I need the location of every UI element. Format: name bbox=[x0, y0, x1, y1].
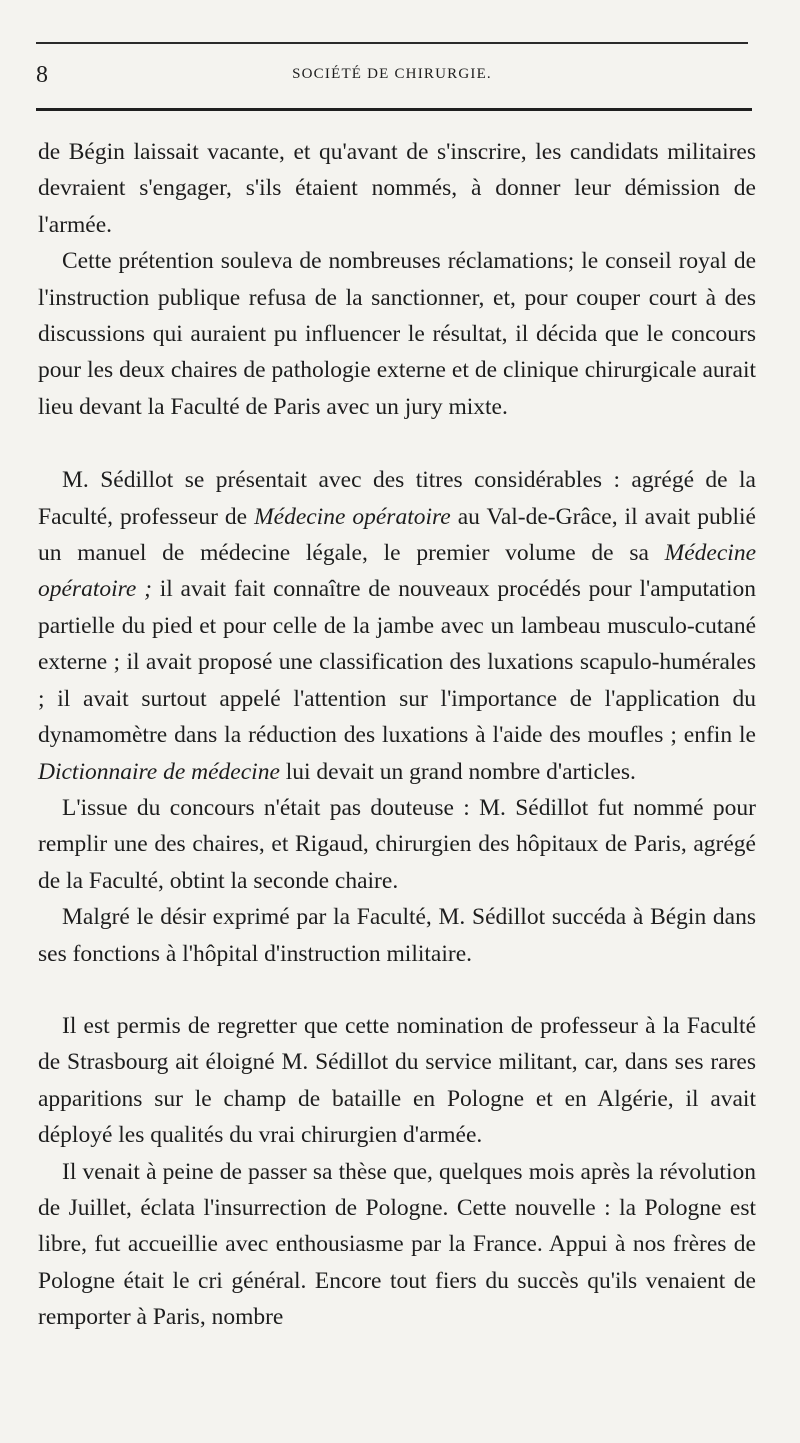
header-rule-bottom bbox=[36, 108, 752, 111]
italic-title: Médecine opératoire ; bbox=[38, 540, 756, 603]
paragraph-malgre: Malgré le désir exprimé par la Faculté, M. Sédillot succéda à Bégin dans ses fonctions à l'hôpital d'instruction militaire. bbox=[38, 904, 756, 967]
paragraph-text-run: au Val-de-Grâce, il avait publié un manuel de médecine légale, le premier volume de sa bbox=[38, 503, 756, 567]
paragraph-pologne: Il venait à peine de passer sa thèse que, quelques mois après la révolution de Juillet, éclata l'insurrection de Pologne. Cette nouvelle : la Pologne est libre, fut accueillie avec enthousiasme par la France. Appui à nos frères de Pologne était le cri général. Encore tout fiers du succès qu'ils venaient de remporter à Paris, nombre bbox=[38, 1158, 756, 1331]
paragraph-text-run: il avait fait connaître de nouveaux procédés pour l'amputation partielle du pied et pour celle de la jambe avec un lambeau musculo-cutané externe ; il avait proposé une classification des luxations scapulo-humérales ; il avait surtout appelé l'attention sur l'importance de l'application du dynamomètre dans la réduction des luxations à l'aide des moufles ; enfin le bbox=[38, 576, 756, 749]
paragraph-conseil-royal: Cette prétention souleva de nombreuses réclamations; le conseil royal de l'instruction publique refusa de la sanctionner, et, pour couper court à des discussions qui auraient pu influencer le résultat, il décida que le concours pour les deux chaires de pathologie externe et de clinique chirurgicale aurait lieu devant la Faculté de Paris avec un jury mixte. bbox=[38, 248, 756, 420]
page-header bbox=[36, 60, 748, 86]
paragraph-titres bbox=[38, 462, 756, 790]
paragraph-text-run: lui devait un grand nombre d'articles. bbox=[279, 758, 636, 785]
italic-title: Dictionnaire de médecine bbox=[38, 758, 280, 785]
header-rule-top bbox=[36, 42, 748, 44]
body-text bbox=[38, 134, 756, 1336]
paragraph-continuation: de Bégin laissait vacante, et qu'avant de s'inscrire, les candidats militaires devraient s'engager, s'ils étaient nommés, à donner leur démission de l'armée. bbox=[38, 139, 756, 238]
running-title: SOCIÉTÉ DE CHIRURGIE. bbox=[292, 66, 492, 82]
paragraph-regretter: Il est permis de regretter que cette nomination de professeur à la Faculté de Strasbourg ait éloigné M. Sédillot du service militant, car, dans ses rares apparitions sur le champ de bataille en Pologne et en Algérie, il avait déployé les qualités du vrai chirurgien d'armée. bbox=[38, 1012, 756, 1149]
italic-title: Médecine opératoire bbox=[254, 503, 451, 530]
paragraph-text-run: M. Sédillot se présentait avec des titres considérables : agrégé de la Faculté, professeur de bbox=[38, 467, 756, 530]
page-number: 8 bbox=[36, 62, 48, 88]
paragraph-issue-concours: L'issue du concours n'était pas douteuse : M. Sédillot fut nommé pour remplir une des chaires, et Rigaud, chirurgien des hôpitaux de Paris, agrégé de la Faculté, obtint la seconde chaire. bbox=[38, 794, 756, 894]
